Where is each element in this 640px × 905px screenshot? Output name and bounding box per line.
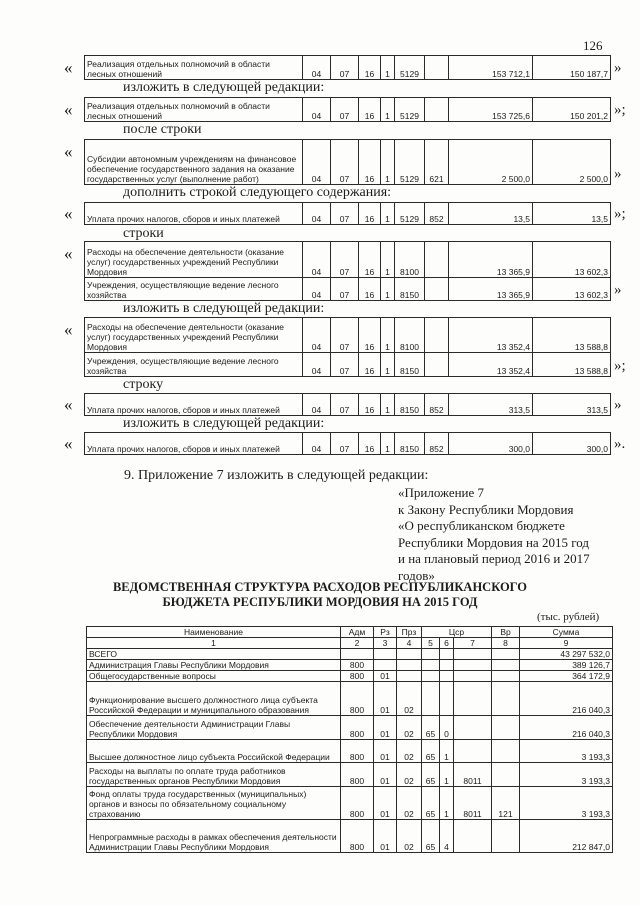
cell-csr: 65 xyxy=(422,820,440,853)
amendment-table xyxy=(84,432,611,455)
close-quote: »; xyxy=(614,102,626,118)
close-quote: »; xyxy=(614,358,626,374)
cell-vr xyxy=(425,353,449,377)
cell-code: 07 xyxy=(331,318,359,353)
cell-vr xyxy=(492,682,520,716)
row-name: Расходы на обеспечение деятельности (оказание услуг) государственных учреждений Республики Мордовия xyxy=(85,242,303,278)
appendix-line: годов» xyxy=(398,567,435,583)
table-row xyxy=(85,318,611,353)
open-quote: « xyxy=(64,244,73,263)
cell-sum: 13 352,4 xyxy=(449,318,533,353)
amendment-fragment xyxy=(64,202,632,224)
appendix-line: и на плановый период 2016 и 2017 xyxy=(398,551,590,567)
cell-code: 07 xyxy=(331,203,359,225)
cell-adm: 800 xyxy=(341,740,374,763)
amendment-fragment xyxy=(64,317,632,376)
row-name: Уплата прочих налогов, сборов и иных платежей xyxy=(85,203,303,225)
cell-vr xyxy=(425,318,449,353)
cell-sum: 13 602,3 xyxy=(533,278,611,301)
cell-sum: 13 352,4 xyxy=(449,353,533,377)
cell-prz: 02 xyxy=(397,820,422,853)
cell-code: 5129 xyxy=(395,98,425,122)
table-row xyxy=(85,98,611,122)
cell-code: 04 xyxy=(303,394,331,416)
open-quote: « xyxy=(64,320,73,339)
cell-vr xyxy=(492,660,520,671)
amendment-fragment xyxy=(64,97,632,121)
cell-code: 1 xyxy=(381,56,395,80)
cell-vr xyxy=(492,820,520,853)
header-sum: Сумма xyxy=(520,627,613,638)
amendment-table xyxy=(84,139,611,185)
cell-code: 8100 xyxy=(395,318,425,353)
cell-code: 16 xyxy=(359,203,381,225)
close-quote: » xyxy=(614,397,622,413)
cell-code: 07 xyxy=(331,242,359,278)
header-number: 1 xyxy=(87,638,341,649)
cell-code: 1 xyxy=(381,203,395,225)
cell-rz: 01 xyxy=(374,763,397,787)
cell-rz: 01 xyxy=(374,820,397,853)
cell-sum: 212 847,0 xyxy=(520,820,613,853)
cell-csr: 65 xyxy=(422,763,440,787)
cell-code: 1 xyxy=(381,353,395,377)
cell-sum: 3 193,3 xyxy=(520,763,613,787)
cell-vr xyxy=(425,242,449,278)
header-csr: Цср xyxy=(422,627,492,638)
table-row xyxy=(87,740,613,763)
cell-adm: 800 xyxy=(341,671,374,682)
cell-sum: 150 187,7 xyxy=(533,56,611,80)
cell-csr: 4 xyxy=(440,820,454,853)
cell-code: 16 xyxy=(359,278,381,301)
cell-code: 07 xyxy=(331,56,359,80)
row-name: Реализация отдельных полномочий в области лесных отношений xyxy=(85,56,303,80)
cell-code: 5129 xyxy=(395,56,425,80)
departmental-structure-table xyxy=(86,626,613,853)
cell-sum: 313,5 xyxy=(449,394,533,416)
cell-code: 1 xyxy=(381,98,395,122)
cell-sum: 13 365,9 xyxy=(449,278,533,301)
cell-code: 1 xyxy=(381,318,395,353)
cell-rz: 01 xyxy=(374,671,397,682)
cell-csr xyxy=(422,660,440,671)
header-rz: Рз xyxy=(374,627,397,638)
open-quote: « xyxy=(64,204,73,223)
row-name: ВСЕГО xyxy=(87,649,341,660)
instruction-text: дополнить строкой следующего содержания: xyxy=(123,185,392,200)
cell-sum: 389 126,7 xyxy=(520,660,613,671)
row-name: Высшее должностное лицо субъекта Российской Федерации xyxy=(87,740,341,763)
cell-vr: 852 xyxy=(425,203,449,225)
cell-prz: 02 xyxy=(397,787,422,820)
cell-prz: 02 xyxy=(397,682,422,716)
cell-sum: 13 588,8 xyxy=(533,318,611,353)
cell-sum: 2 500,0 xyxy=(449,140,533,185)
instruction-text: изложить в следующей редакции: xyxy=(123,416,325,431)
cell-csr: 0 xyxy=(440,716,454,740)
row-name: Администрация Главы Республики Мордовия xyxy=(87,660,341,671)
cell-csr: 1 xyxy=(440,763,454,787)
cell-code: 1 xyxy=(381,140,395,185)
row-name: Непрограммные расходы в рамках обеспечения деятельности Администрации Главы Республики Мордовия xyxy=(87,820,341,853)
page-number: 126 xyxy=(583,38,603,53)
close-quote: »; xyxy=(614,206,626,222)
cell-csr xyxy=(422,682,440,716)
cell-vr: 852 xyxy=(425,394,449,416)
header-vr: Вр xyxy=(492,627,520,638)
cell-vr: 621 xyxy=(425,140,449,185)
cell-rz: 01 xyxy=(374,682,397,716)
cell-code: 8100 xyxy=(395,242,425,278)
cell-code: 16 xyxy=(359,140,381,185)
cell-code: 04 xyxy=(303,278,331,301)
table-row xyxy=(87,649,613,660)
row-name: Уплата прочих налогов, сборов и иных платежей xyxy=(85,433,303,455)
header-number: 8 xyxy=(492,638,520,649)
cell-vr: 121 xyxy=(492,787,520,820)
cell-code: 16 xyxy=(359,56,381,80)
cell-sum: 2 500,0 xyxy=(533,140,611,185)
cell-code: 5129 xyxy=(395,140,425,185)
cell-code: 5129 xyxy=(395,203,425,225)
cell-sum: 216 040,3 xyxy=(520,682,613,716)
cell-adm: 800 xyxy=(341,763,374,787)
cell-code: 1 xyxy=(381,278,395,301)
cell-adm: 800 xyxy=(341,820,374,853)
cell-vr xyxy=(492,671,520,682)
close-quote: ». xyxy=(614,436,626,452)
cell-sum: 313,5 xyxy=(533,394,611,416)
cell-csr xyxy=(454,649,492,660)
table-row xyxy=(85,203,611,225)
table-row xyxy=(87,660,613,671)
table-row xyxy=(87,716,613,740)
open-quote: « xyxy=(64,434,73,453)
cell-csr xyxy=(454,740,492,763)
cell-adm: 800 xyxy=(341,787,374,820)
cell-csr: 8011 xyxy=(454,787,492,820)
row-name: Субсидии автономным учреждениям на финансовое обеспечение государственного задания на оказание государственных услуг (выполнение работ) xyxy=(85,140,303,185)
cell-code: 1 xyxy=(381,394,395,416)
amendment-fragment xyxy=(64,55,632,79)
header-name: Наименование xyxy=(87,627,341,638)
cell-vr: 852 xyxy=(425,433,449,455)
cell-sum: 3 193,3 xyxy=(520,740,613,763)
cell-sum: 13,5 xyxy=(533,203,611,225)
cell-csr xyxy=(440,660,454,671)
cell-csr xyxy=(440,682,454,716)
cell-vr xyxy=(425,98,449,122)
cell-csr xyxy=(454,671,492,682)
cell-code: 8150 xyxy=(395,394,425,416)
table-header-numbers xyxy=(87,638,613,649)
cell-prz: 02 xyxy=(397,740,422,763)
amendment-fragment xyxy=(64,432,632,454)
table-row xyxy=(85,140,611,185)
cell-csr xyxy=(422,649,440,660)
row-name: Реализация отдельных полномочий в области лесных отношений xyxy=(85,98,303,122)
amendment-table xyxy=(84,393,611,416)
cell-sum: 43 297 532,0 xyxy=(520,649,613,660)
appendix-line: «О республиканском бюджете xyxy=(398,518,565,534)
cell-rz: 01 xyxy=(374,787,397,820)
cell-sum: 153 725,6 xyxy=(449,98,533,122)
cell-vr xyxy=(425,56,449,80)
cell-adm: 800 xyxy=(341,660,374,671)
row-name: Расходы на обеспечение деятельности (оказание услуг) государственных учреждений Республики Мордовия xyxy=(85,318,303,353)
row-name: Учреждения, осуществляющие ведение лесного хозяйства xyxy=(85,353,303,377)
cell-csr: 1 xyxy=(440,740,454,763)
title-line: ВЕДОМСТВЕННАЯ СТРУКТУРА РАСХОДОВ РЕСПУБЛИКАНСКОГО xyxy=(112,580,528,594)
cell-csr xyxy=(454,682,492,716)
close-quote: » xyxy=(614,60,622,76)
appendix-line: Республики Мордовия на 2015 год xyxy=(398,534,589,550)
row-name: Общегосударственные вопросы xyxy=(87,671,341,682)
open-quote: « xyxy=(64,58,73,77)
cell-prz xyxy=(397,671,422,682)
table-row xyxy=(87,763,613,787)
cell-adm xyxy=(341,649,374,660)
table-header-row xyxy=(87,627,613,638)
cell-sum: 3 193,3 xyxy=(520,787,613,820)
table-row xyxy=(85,394,611,416)
cell-code: 16 xyxy=(359,98,381,122)
open-quote: « xyxy=(64,142,73,161)
cell-code: 04 xyxy=(303,433,331,455)
cell-sum: 300,0 xyxy=(533,433,611,455)
cell-code: 16 xyxy=(359,433,381,455)
cell-csr xyxy=(454,820,492,853)
appendix-line: «Приложение 7 xyxy=(398,485,485,500)
cell-code: 07 xyxy=(331,140,359,185)
open-quote: « xyxy=(64,395,73,414)
cell-sum: 153 712,1 xyxy=(449,56,533,80)
cell-code: 04 xyxy=(303,203,331,225)
close-quote: » xyxy=(614,282,622,298)
header-number: 5 xyxy=(422,638,440,649)
cell-rz: 01 xyxy=(374,716,397,740)
amendment-table xyxy=(84,97,611,122)
cell-rz xyxy=(374,649,397,660)
cell-code: 07 xyxy=(331,433,359,455)
cell-sum: 13 588,8 xyxy=(533,353,611,377)
table-row xyxy=(87,820,613,853)
cell-code: 04 xyxy=(303,242,331,278)
cell-csr xyxy=(422,671,440,682)
cell-code: 04 xyxy=(303,353,331,377)
row-name: Расходы на выплаты по оплате труда работников государственных органов Республики Мордовия xyxy=(87,763,341,787)
amendment-table xyxy=(84,55,611,80)
document-title xyxy=(80,580,560,610)
cell-sum: 13 602,3 xyxy=(533,242,611,278)
cell-sum: 216 040,3 xyxy=(520,716,613,740)
units-label: (тыс. рублей) xyxy=(537,611,600,623)
cell-code: 8150 xyxy=(395,278,425,301)
cell-code: 16 xyxy=(359,242,381,278)
cell-code: 16 xyxy=(359,318,381,353)
header-number: 6 xyxy=(440,638,454,649)
table-row xyxy=(87,787,613,820)
row-name: Обеспечение деятельности Администрации Главы Республики Мордовия xyxy=(87,716,341,740)
amendment-table xyxy=(84,241,611,301)
row-name: Функционирование высшего должностного лица субъекта Российской Федерации и муниципального образования xyxy=(87,682,341,716)
cell-csr xyxy=(454,660,492,671)
cell-csr: 65 xyxy=(422,716,440,740)
amendment-fragment xyxy=(64,393,632,415)
header-number: 4 xyxy=(397,638,422,649)
row-name: Учреждения, осуществляющие ведение лесного хозяйства xyxy=(85,278,303,301)
cell-csr: 65 xyxy=(422,740,440,763)
cell-prz xyxy=(397,660,422,671)
cell-code: 04 xyxy=(303,140,331,185)
instruction-text: изложить в следующей редакции: xyxy=(123,301,325,316)
cell-rz xyxy=(374,660,397,671)
appendix-line: к Закону Республики Мордовия xyxy=(398,501,574,517)
header-number: 9 xyxy=(520,638,613,649)
amendment-table xyxy=(84,202,611,225)
cell-code: 07 xyxy=(331,394,359,416)
cell-adm: 800 xyxy=(341,716,374,740)
table-row xyxy=(85,278,611,301)
table-row xyxy=(85,433,611,455)
cell-prz: 02 xyxy=(397,716,422,740)
cell-prz: 02 xyxy=(397,763,422,787)
cell-sum: 364 172,9 xyxy=(520,671,613,682)
cell-code: 04 xyxy=(303,56,331,80)
cell-sum: 13 365,9 xyxy=(449,242,533,278)
cell-code: 1 xyxy=(381,242,395,278)
amendment-fragment xyxy=(64,241,632,300)
cell-sum: 150 201,2 xyxy=(533,98,611,122)
header-prz: Прз xyxy=(397,627,422,638)
title-line: БЮДЖЕТА РЕСПУБЛИКИ МОРДОВИЯ НА 2015 ГОД xyxy=(162,595,478,609)
open-quote: « xyxy=(64,100,73,119)
cell-sum: 300,0 xyxy=(449,433,533,455)
cell-csr xyxy=(454,716,492,740)
cell-code: 07 xyxy=(331,98,359,122)
instruction-text: строки xyxy=(123,226,164,241)
row-name: Фонд оплаты труда государственных (муниципальных) органов и взносы по обязательному социальному страхованию xyxy=(87,787,341,820)
cell-vr xyxy=(492,716,520,740)
instruction-text: после строки xyxy=(123,122,202,137)
cell-code: 16 xyxy=(359,394,381,416)
cell-code: 07 xyxy=(331,353,359,377)
cell-code: 1 xyxy=(381,433,395,455)
table-row xyxy=(87,682,613,716)
amendment-fragment xyxy=(64,139,632,184)
cell-vr xyxy=(492,740,520,763)
header-number: 2 xyxy=(341,638,374,649)
close-quote: » xyxy=(614,166,622,182)
cell-rz: 01 xyxy=(374,740,397,763)
cell-code: 16 xyxy=(359,353,381,377)
row-name: Уплата прочих налогов, сборов и иных платежей xyxy=(85,394,303,416)
cell-vr xyxy=(492,763,520,787)
header-number: 3 xyxy=(374,638,397,649)
table-row xyxy=(87,671,613,682)
cell-csr: 8011 xyxy=(454,763,492,787)
instruction-text: изложить в следующей редакции: xyxy=(123,80,325,95)
cell-code: 07 xyxy=(331,278,359,301)
cell-csr xyxy=(440,649,454,660)
cell-sum: 13,5 xyxy=(449,203,533,225)
table-row xyxy=(85,56,611,80)
table-row xyxy=(85,242,611,278)
instruction-text: строку xyxy=(123,377,164,392)
cell-vr xyxy=(492,649,520,660)
cell-adm: 800 xyxy=(341,682,374,716)
cell-code: 8150 xyxy=(395,433,425,455)
cell-vr xyxy=(425,278,449,301)
amendment-table xyxy=(84,317,611,377)
appendix-caption xyxy=(398,485,590,585)
cell-csr: 1 xyxy=(440,787,454,820)
cell-prz xyxy=(397,649,422,660)
cell-csr xyxy=(440,671,454,682)
header-adm: Адм xyxy=(341,627,374,638)
cell-code: 8150 xyxy=(395,353,425,377)
cell-code: 04 xyxy=(303,98,331,122)
header-number: 7 xyxy=(454,638,492,649)
table-row xyxy=(85,353,611,377)
point-9-text: 9. Приложение 7 изложить в следующей редакции: xyxy=(124,468,429,483)
cell-csr: 65 xyxy=(422,787,440,820)
cell-code: 04 xyxy=(303,318,331,353)
